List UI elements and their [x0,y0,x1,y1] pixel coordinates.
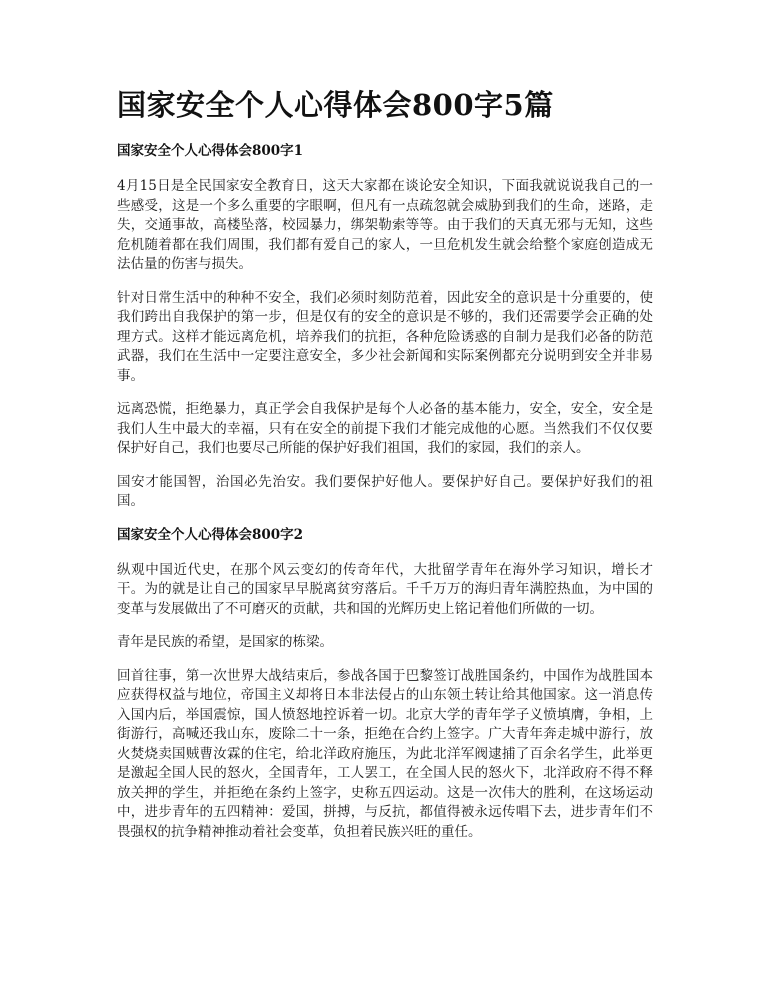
paragraph: 纵观中国近代史，在那个风云变幻的传奇年代，大批留学青年在海外学习知识，增长才干。为的就是让自己的国家早早脱离贫穷落后。千千万万的海归青年满腔热血，为中国的变革与发展做出了不可磨灭的贡献，共和国的光辉历史上铭记着他们所做的一切。 [117,561,653,617]
section-1 [117,142,653,512]
paragraph: 针对日常生活中的种种不安全，我们必须时刻防范着，因此安全的意识是十分重要的，使我们跨出自我保护的第一步，但是仅有的安全的意识是不够的，我们还需要学会正确的处理方式。这样才能远离危机，培养我们的抗拒，各种危险诱惑的自制力是我们必备的防范武器，我们在生活中一定要注意安全，多少社会新闻和实际案例都充分说明到安全并非易事。 [117,289,653,384]
paragraph: 青年是民族的希望，是国家的栋梁。 [117,634,333,650]
paragraph: 国安才能国智，治国必先治安。我们要保护好他人。要保护好自己。要保护好我们的祖国。 [117,473,653,509]
section-2 [117,526,653,843]
paragraph: 回首往事，第一次世界大战结束后，参战各国于巴黎签订战胜国条约，中国作为战胜国本应获得权益与地位，帝国主义却将日本非法侵占的山东领土转让给其他国家。这一消息传入国内后，举国震惊，国人愤怒地控诉着一切。北京大学的青年学子义愤填膺，争相，上街游行，高喊还我山东，废除二十一条，拒绝在合约上签字。广大青年奔走城中游行，放火焚烧卖国贼曹汝霖的住宅，给北洋政府施压，为此北洋军阀逮捕了百余名学生，此举更是激起全国人民的怒火，全国青年，工人罢工，在全国人民的怒火下，北洋政府不得不释放关押的学生，并拒绝在条约上签字，史称五四运动。这是一次伟大的胜利，在这场运动中，进步青年的五四精神：爱国，拼搏，与反抗，都值得被永远传唱下去，进步青年们不畏强权的抗争精神推动着社会变革，负担着民族兴旺的重任。 [117,667,653,840]
paragraph: 4月15日是全民国家安全教育日，这天大家都在谈论安全知识，下面我就说说我自己的一些感受，这是一个多么重要的字眼啊，但凡有一点疏忽就会威胁到我们的生命，迷路，走失，交通事故，高楼坠落，校园暴力，绑架勒索等等。由于我们的天真无邪与无知，这些危机随着都在我们周围，我们都有爱自己的家人，一旦危机发生就会给整个家庭创造成无法估量的伤害与损失。 [117,178,653,272]
section-heading: 国家安全个人心得体会800字2 [117,526,304,543]
document-page [117,86,653,856]
section-heading: 国家安全个人心得体会800字1 [117,143,304,159]
document-title: 国家安全个人心得体会800字5篇 [117,88,554,122]
paragraph: 远离恐慌，拒绝暴力，真正学会自我保护是每个人必备的基本能力，安全，安全，安全是我们人生中最大的幸福，只有在安全的前提下我们才能完成他的心愿。当然我们不仅仅要保护好自己，我们也要尽己所能的保护好我们祖国，我们的家园，我们的亲人。 [117,401,653,456]
